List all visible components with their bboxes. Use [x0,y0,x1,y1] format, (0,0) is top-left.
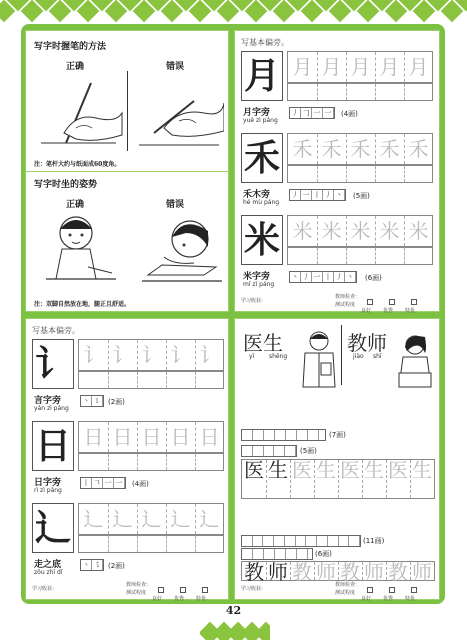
stroke-cell [286,549,297,559]
divider [127,71,128,151]
stroke-cell [297,549,308,559]
stroke: 丶 [81,396,92,406]
stroke-cell [242,430,253,440]
trace-char: 师 [412,560,432,584]
trace-char: 米 [379,219,400,243]
stroke: 丨 [323,272,334,282]
stroke-cell [339,536,350,546]
trace-char: 米 [292,219,313,243]
pinyin-shi: shī [373,353,382,360]
assess-option: 良好 [361,596,372,602]
practice-row [287,165,433,183]
grid-divider [137,454,138,470]
grid-divider [375,84,376,100]
trace-char: 教 [244,560,264,584]
stroke-cell [328,536,339,546]
stroke-count: (6画) [365,274,382,282]
stroke-cell [274,446,285,456]
grid-divider [404,248,405,264]
stroke-order-4 [241,548,313,560]
trace-char: 医 [388,458,408,482]
stroke-count: (4画) [132,480,149,488]
grid-divider [346,248,347,264]
grid-divider [317,248,318,264]
footer-gain: 学习收获： [241,586,267,592]
stroke-cell [285,446,296,456]
worksheet-frame [21,24,445,604]
trace-char: 讠 [199,343,220,367]
stroke: 一 [103,478,114,488]
wrong-posture-label: 错误 [166,200,185,210]
stroke: 𠃌 [301,108,312,118]
stroke-count-3: (11画) [363,537,385,545]
grid-divider [346,166,347,182]
trace-char: 米 [350,219,371,243]
radical-pinyin: yán zì páng [34,405,69,412]
stroke-order-3 [241,535,361,547]
assess-option: 优秀 [174,596,185,602]
radical-name: 月字旁 [243,108,271,118]
stroke: ㇊ [92,396,103,406]
stroke: 丿 [301,272,312,282]
grid-divider [137,372,138,388]
assess-checkbox[interactable] [367,299,373,305]
stroke-count: (5画) [353,192,370,200]
practice-row [287,83,433,101]
trace-char: 米 [321,219,342,243]
grid-divider [195,536,196,552]
grid-divider [166,454,167,470]
correct-grip-illustration [36,73,124,153]
trace-char: 讠 [83,343,104,367]
stroke: 丶 [290,272,301,282]
stroke-cell [264,446,275,456]
radical-name: 日字旁 [34,478,62,488]
assess-option: 特优 [196,596,207,602]
practice-grid-doctor [241,459,435,499]
stroke-cell [242,549,253,559]
trace-grid [287,51,433,83]
trace-char: 日 [199,425,220,449]
model-char: 米 [243,219,280,261]
grid-divider [108,372,109,388]
stroke: 一 [312,108,323,118]
trace-char: 月 [350,55,371,79]
stroke-cell [285,536,296,546]
practice-row [78,453,224,471]
grid-divider [404,84,405,100]
assess-checkbox[interactable] [389,299,395,305]
stroke-order [80,559,104,571]
word-doctor: 医生 [243,331,283,355]
stroke-order [289,107,335,119]
trace-char: 禾 [321,137,342,161]
trace-char: 生 [412,458,432,482]
grid-divider [346,84,347,100]
grid-divider [166,372,167,388]
divider-words [341,325,342,385]
stroke-cell [242,446,253,456]
stroke-cell [317,536,328,546]
trace-char: 教 [388,560,408,584]
stroke-count-2: (5画) [300,447,317,455]
grid-divider [195,372,196,388]
stroke-count: (4画) [341,110,358,118]
trace-char: 生 [268,458,288,482]
trace-char: 辶 [83,507,104,531]
stroke-order-2 [241,445,297,457]
trace-char: 医 [244,458,264,482]
trace-char: 禾 [350,137,371,161]
trace-char: 讠 [112,343,133,367]
trace-char: 教 [292,560,312,584]
wrong-grip-illustration [134,73,224,153]
stroke-cell [242,536,253,546]
word-teacher: 教师 [347,331,387,355]
assess-checkbox[interactable] [158,587,164,593]
stroke: 一 [114,478,125,488]
trace-char: 月 [379,55,400,79]
stroke: 一 [312,272,323,282]
stroke-cell [263,536,274,546]
grid-divider [317,166,318,182]
correct-posture-label: 正确 [66,200,85,210]
stroke-count-4: (6画) [315,550,332,558]
practice-grid-teacher [241,560,435,584]
assess-option: 良好 [361,308,372,314]
model-char: 日 [34,425,71,467]
stroke-order-1 [241,429,326,441]
trace-char: 日 [141,425,162,449]
panel-writing-posture [25,30,229,312]
trace-grid [78,339,224,371]
teacher-illustration [395,333,435,389]
grid-divider [404,166,405,182]
radical-name: 言字旁 [34,396,62,406]
assess-checkbox[interactable] [389,587,395,593]
grid-divider [375,248,376,264]
model-char: 月 [243,55,280,97]
panel-words [234,318,440,600]
stroke: 一 [323,108,334,118]
grid-divider [166,536,167,552]
bottom-diamond-border [200,619,270,640]
stroke-cell [286,430,297,440]
stroke: 丶 [334,190,345,200]
footer-check: 教师检查： [335,294,361,300]
grid-divider [108,536,109,552]
stroke-count-1: (7画) [329,431,346,439]
footer-assess: 测试程度 [335,302,356,308]
stroke-count: (2画) [108,562,125,570]
trace-char: 师 [316,560,336,584]
correct-posture-illustration [36,209,124,291]
radical-name: 走之底 [34,560,62,570]
wrong-posture-illustration [134,209,226,291]
assess-option: 良好 [152,596,163,602]
stroke: 一 [301,190,312,200]
trace-char: 教 [340,560,360,584]
stroke-order [80,395,104,407]
trace-char: 辶 [141,507,162,531]
trace-char: 医 [292,458,312,482]
footer-assess: 测试程度 [335,590,356,596]
stroke-cell [253,536,264,546]
radical-pinyin: yuè zì páng [243,117,278,124]
correct-label: 正确 [66,62,85,72]
instruction-header-2: 写基本偏旁。 [32,326,80,335]
grid-divider [375,166,376,182]
trace-char: 日 [112,425,133,449]
assess-option: 特优 [405,308,416,314]
posture-note: 注：双脚自然放在地，腿正且舒适。 [34,301,131,308]
stroke: 𠃍 [92,478,103,488]
trace-char: 月 [321,55,342,79]
stroke-cell [253,430,264,440]
trace-char: 医 [340,458,360,482]
footer-gain: 学习收获： [32,586,58,592]
stroke: 丶 [345,272,356,282]
trace-grid [287,133,433,165]
pinyin-sheng: shēng [269,353,288,360]
footer-assess: 测试程度 [126,590,147,596]
doctor-illustration [299,329,339,389]
assess-checkbox[interactable] [202,587,208,593]
assess-checkbox[interactable] [411,299,417,305]
posture-title: 写字时坐的姿势 [34,180,98,190]
radical-pinyin: hé mù páng [243,199,280,206]
stroke-cell [297,430,308,440]
stroke-cell [349,536,360,546]
trace-char: 辶 [199,507,220,531]
assess-option: 优秀 [383,308,394,314]
page-number: 42 [225,604,242,617]
pinyin-jiao: jiào [353,353,364,360]
radical-name: 米字旁 [243,272,271,282]
trace-char: 师 [268,560,288,584]
grip-note: 注：笔杆大约与纸面成60度角。 [34,161,121,168]
section-divider [26,171,230,172]
stroke-cell [275,549,286,559]
stroke-cell [275,430,286,440]
trace-char: 辶 [112,507,133,531]
stroke-cell [296,536,307,546]
stroke-cell [308,430,319,440]
pinyin-yi: yī [249,353,255,360]
trace-char: 日 [170,425,191,449]
stroke-order [80,477,126,489]
stroke-count: (2画) [108,398,125,406]
stroke: 丶 [81,560,92,570]
trace-char: 禾 [292,137,313,161]
assess-option: 优秀 [383,596,394,602]
stroke-cell [264,549,275,559]
grid-divider [317,84,318,100]
panel-radicals-2 [25,318,229,600]
stroke: ㇌ [92,560,103,570]
assess-checkbox[interactable] [411,587,417,593]
stroke-cell [253,549,264,559]
trace-char: 生 [364,458,384,482]
trace-char: 讠 [170,343,191,367]
stroke: 丿 [290,190,301,200]
radical-pinyin: zǒu zhī dǐ [34,569,63,576]
stroke: 丿 [334,272,345,282]
trace-grid [78,421,224,453]
instruction-header: 写基本偏旁。 [241,38,289,47]
top-diamond-border [0,0,467,22]
trace-grid [78,503,224,535]
trace-char: 月 [408,55,429,79]
stroke: 丨 [312,190,323,200]
footer-check: 教师检查： [335,582,361,588]
trace-char: 月 [292,55,313,79]
trace-char: 辶 [170,507,191,531]
stroke-cell [253,446,264,456]
trace-char: 生 [316,458,336,482]
stroke-order [289,189,346,201]
practice-row [78,535,224,553]
trace-char: 日 [83,425,104,449]
panel-radicals-1 [234,30,440,312]
stroke-order [289,271,357,283]
radical-pinyin: rì zì páng [34,487,62,494]
model-char: 辶 [34,507,71,549]
stroke: 丿 [323,190,334,200]
stroke: 丨 [81,478,92,488]
stroke-cell [274,536,285,546]
radical-pinyin: mǐ zì páng [243,281,275,288]
model-char: 禾 [243,137,280,179]
stroke-cell [306,536,317,546]
assess-checkbox[interactable] [367,587,373,593]
trace-char: 禾 [408,137,429,161]
trace-char: 米 [408,219,429,243]
grid-divider [195,454,196,470]
trace-char: 禾 [379,137,400,161]
grip-title: 写字时握笔的方法 [34,42,107,52]
assess-option: 特优 [405,596,416,602]
grid-divider [137,536,138,552]
trace-char: 讠 [141,343,162,367]
footer-gain: 学习收获： [241,298,267,304]
trace-char: 师 [364,560,384,584]
stroke-cell [264,430,275,440]
stroke: 丿 [290,108,301,118]
practice-row [287,247,433,265]
assess-checkbox[interactable] [180,587,186,593]
grid-divider [108,454,109,470]
trace-grid [287,215,433,247]
wrong-label: 错误 [166,62,185,72]
footer-check: 教师检查： [126,582,152,588]
radical-name: 禾木旁 [243,190,271,200]
practice-row [78,371,224,389]
model-char: 讠 [34,343,71,385]
